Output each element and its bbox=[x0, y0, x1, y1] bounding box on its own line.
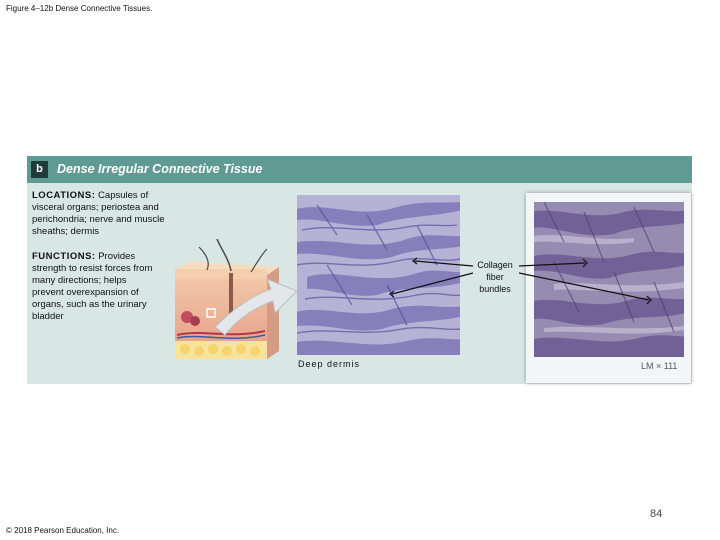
micrograph-lm bbox=[534, 202, 684, 357]
functions-description: Provides strength to resist forces from many directions; helps prevent overexpansion of organs, such as the urinary bladder bbox=[32, 251, 153, 322]
collagen-callout: Collagen fiber bundles bbox=[477, 260, 513, 294]
panel-badge: b bbox=[31, 161, 48, 178]
magnification-label: LM × 111 bbox=[641, 361, 678, 371]
micrograph-label: Deep dermis bbox=[298, 359, 361, 369]
panel-title: Dense Irregular Connective Tissue bbox=[57, 162, 263, 176]
functions-text bbox=[32, 251, 157, 323]
locations-description: Capsules of visceral organs; periostea and perichondria; nerve and muscle sheaths; dermis bbox=[32, 190, 165, 237]
locations-label: LOCATIONS: bbox=[32, 190, 96, 201]
functions-label: FUNCTIONS: bbox=[32, 251, 96, 262]
locations-text bbox=[32, 190, 172, 238]
micrograph-deep-dermis bbox=[297, 195, 460, 355]
figure-title: Figure 4–12b Dense Connective Tissues. bbox=[6, 4, 153, 13]
copyright-notice: © 2018 Pearson Education, Inc. bbox=[6, 526, 120, 535]
panel-body bbox=[27, 183, 692, 384]
panel-header bbox=[27, 156, 692, 183]
page-number: 84 bbox=[650, 508, 663, 520]
figure-panel bbox=[27, 156, 692, 384]
skin-illustration bbox=[171, 239, 301, 365]
